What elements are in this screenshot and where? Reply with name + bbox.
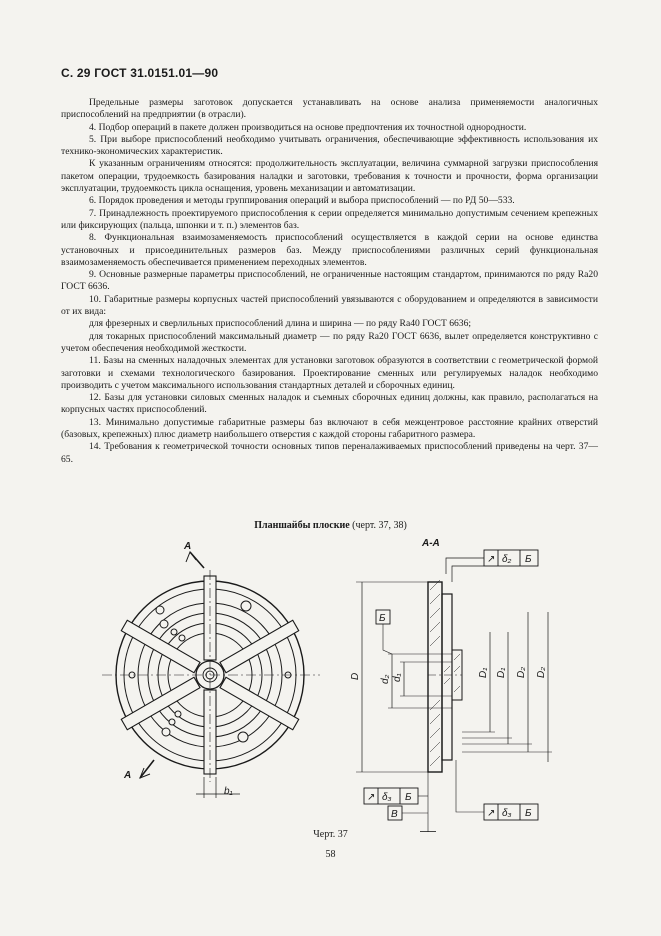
paragraph: 12. Базы для установки силовых сменных наладок и съемных сборочных единиц должны, как правило, располагаться на корпусных частях приспособлений. [61, 392, 598, 416]
body-text [61, 97, 598, 466]
paragraph: 10. Габаритные размеры корпусных частей приспособлений увязываются с оборудованием и определяются в зависимости от их вида: [61, 293, 598, 318]
page-number: 58 [325, 849, 336, 860]
dim-D2a: D₂ [516, 666, 527, 678]
paragraph: для токарных приспособлений максимальный диаметр — по ряду Ra20 ГОСТ 6636, вылет определяется конструктивно с учетом обеспечения необходимой жесткости. [61, 330, 598, 354]
tol-bl-symbol: ↗ [367, 792, 376, 803]
dim-b1: b₁ [224, 786, 233, 797]
figure-title [0, 520, 661, 531]
tol-br-base: Б [525, 808, 532, 819]
paragraph: 8. Функциональная взаимозаменяемость приспособлений осуществляется в каждой серии на основе единства установочных и присоединительных размеров баз. Между приспособлениями различных серий функциональная взаимозаменяемость обеспечивается применением переходных элементов. [61, 232, 598, 268]
paragraph: К указанным ограничениям относятся: продолжительность эксплуатации, величина суммарной загрузки приспособления пакетом операции, трудоемкость базирования наладки и заготовки, требования к точности и прочности, форма организации эксплуатации, трудоемкость цикла оснащения, уровень механизации и автоматизации. [61, 158, 598, 195]
dim-D1a: D₁ [478, 667, 489, 678]
dim-d2: d₂ [380, 674, 391, 684]
figure-title-rest: (черт. 37, 38) [349, 520, 407, 531]
figure-caption: Черт. 37 [313, 829, 348, 840]
tol-top-value: δ₂ [502, 554, 512, 565]
page-header: С. 29 ГОСТ 31.0151.01—90 [61, 66, 219, 80]
paragraph: 11. Базы на сменных наладочных элементах для установки заготовок образуются в соответствии с геометрической формой заготовки и схемами технологического базирования. Проектирование сменных или регулируемых наладок необходимо производить с учетом максимального использования стандартных деталей и сборочных единиц. [61, 355, 598, 391]
paragraph: 9. Основные размерные параметры приспособлений, не ограниченные настоящим стандартом, принимаются по ряду Ra20 ГОСТ 6636. [61, 269, 598, 293]
dim-D1b: D₁ [496, 667, 507, 678]
dim-D2b: D₂ [536, 666, 547, 678]
paragraph: Предельные размеры заготовок допускается устанавливать на основе анализа применяемости аналогичных приспособлений на предприятии (в отрасли). [61, 97, 598, 121]
tol-bl-base: Б [405, 792, 412, 803]
cut-label-top: А [184, 541, 192, 552]
tol-bl-value: δ₃ [382, 792, 392, 803]
paragraph: 5. При выборе приспособлений необходимо учитывать ограничения, обеспечивающие эффективность использования их технико-экономических характеристик. [61, 133, 598, 158]
tol-top-base: Б [525, 554, 532, 565]
faceplate-front-view [102, 552, 320, 798]
dim-d1: d₁ [392, 673, 403, 682]
section-label: А-А [422, 538, 440, 549]
paragraph: 4. Подбор операций в пакете должен производиться на основе предпочтения их точностной однородности. [89, 121, 527, 133]
cut-label-bottom: А [124, 770, 132, 781]
tol-br-value: δ₃ [502, 808, 512, 819]
paragraph: 6. Порядок проведения и методы группирования операций и выбора приспособлений — по РД 50—533. [89, 195, 515, 207]
paragraph: 13. Минимально допустимые габаритные размеры баз включают в себя межцентровое расстояние крайних отверстий (базовых, крепежных) плюс диаметр наибольшего отверстия с каждой стороны габаритного размера. [61, 416, 598, 441]
dim-D: D [350, 672, 361, 680]
tol-br-symbol: ↗ [487, 808, 496, 819]
faceplate-section-view [356, 550, 552, 832]
base-V-label: В [391, 809, 398, 820]
paragraph: 7. Принадлежность проектируемого приспособления к серии определяется минимально допустимым сечением крепежных или фиксирующих (пальца, шпонки и т. п.) элементов баз. [61, 207, 598, 231]
base-B-label: Б [379, 613, 386, 624]
figure-title-bold: Планшайбы плоские [254, 520, 350, 531]
tol-top-symbol: ↗ [487, 554, 496, 565]
faceplate-drawing [100, 532, 580, 832]
paragraph: для фрезерных и сверлильных приспособлений длина и ширина — по ряду Ra40 ГОСТ 6636; [89, 318, 472, 330]
paragraph: 14. Требования к геометрической точности основных типов переналаживаемых приспособлений приведены на черт. 37—65. [61, 441, 598, 465]
